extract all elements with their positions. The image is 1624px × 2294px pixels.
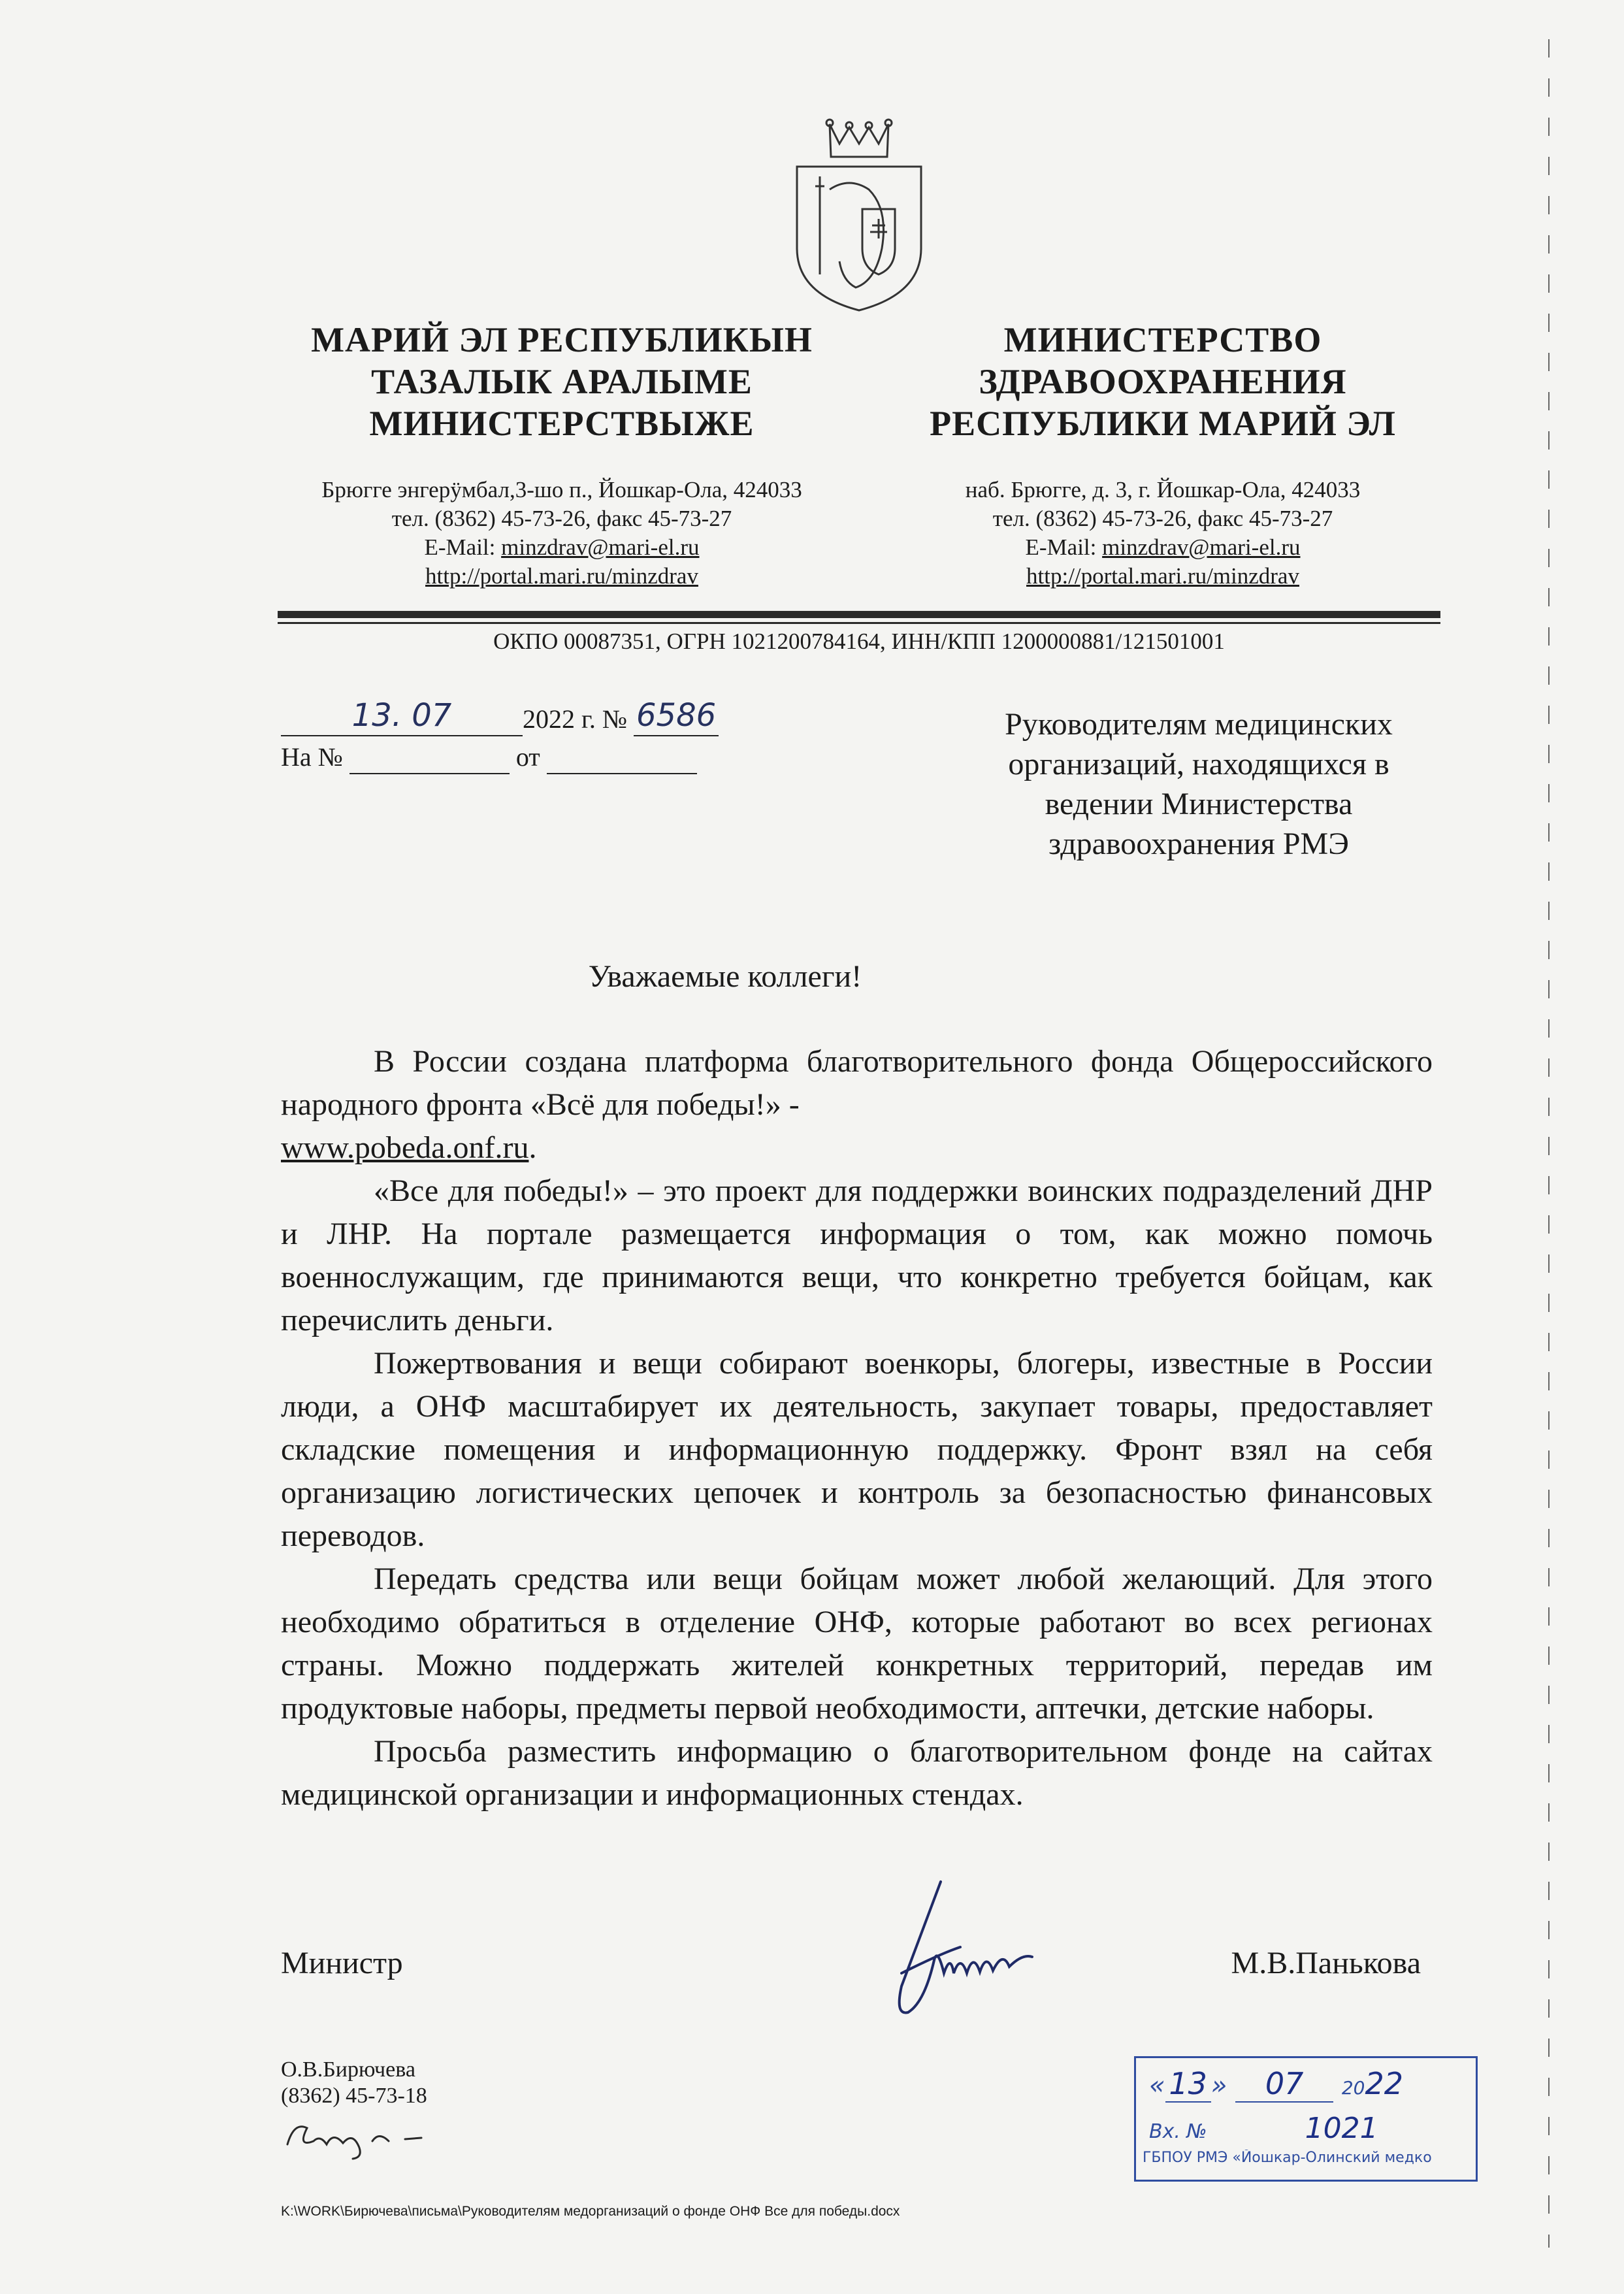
addressee-line: здравоохранения РМЭ <box>1048 827 1349 861</box>
incoming-stamp <box>1134 2056 1478 2182</box>
paragraph-3: Пожертвования и вещи собирают военкоры, блогеры, известные в России люди, а ОНФ масштабирует их деятельность, закупает товары, предоставляет складские помещения и информационную поддержку. Фронт взял на себя организацию логистических цепочек и контроль за безопасностью финансовых переводов. <box>281 1346 1433 1553</box>
header-right-line: ЗДРАВООХРАНЕНИЯ <box>979 362 1347 401</box>
scan-edge-line <box>1548 39 1550 2248</box>
email-label: E-Mail: <box>424 534 502 560</box>
portal-link[interactable]: http://portal.mari.ru/minzdrav <box>425 563 698 589</box>
portal-link[interactable]: http://portal.mari.ru/minzdrav <box>1026 563 1299 589</box>
date-blank <box>281 697 523 736</box>
ref-label: На № <box>281 742 349 772</box>
signatory-title: Министр <box>281 1946 403 1980</box>
addressee-line: ведении Министерства <box>1045 787 1353 821</box>
ref-from-label: от <box>509 742 547 772</box>
email-label: E-Mail: <box>1025 534 1103 560</box>
stamp-date-row <box>1149 2066 1403 2103</box>
stamp-in-number: 1021 <box>1305 2112 1378 2145</box>
number-blank <box>634 697 719 736</box>
email-link[interactable]: minzdrav@mari-el.ru <box>501 534 700 560</box>
stamp-quote-close: » <box>1210 2071 1227 2101</box>
pobeda-link[interactable]: www.pobeda.onf.ru <box>281 1130 529 1165</box>
stamp-number-row <box>1149 2112 1378 2145</box>
addressee-line: Руководителям медицинских <box>1005 707 1393 742</box>
registration-codes: ОКПО 00087351, ОГРН 1021200784164, ИНН/КПП 1200000881/121501001 <box>493 629 1225 654</box>
address-phone: тел. (8362) 45-73-26, факс 45-73-27 <box>391 506 732 531</box>
addressee <box>957 704 1440 864</box>
header-right-line: МИНИСТЕРСТВО <box>1003 320 1322 359</box>
handwritten-number: 6586 <box>636 697 717 734</box>
paragraph-1-text: В России создана платформа благотворительного фонда Общероссийского народного фронта «Всё для победы!» - <box>281 1044 1433 1122</box>
signature-icon <box>862 1875 1058 2025</box>
stamp-day: 13 <box>1165 2066 1211 2103</box>
executor-phone: (8362) 45-73-18 <box>281 2084 427 2108</box>
reference-line <box>281 740 697 774</box>
stamp-quote-open: « <box>1149 2071 1165 2101</box>
paragraph-2: «Все для победы!» – это проект для поддержки воинских подразделений ДНР и ЛНР. На портале размещается информация о том, как можно помочь военнослужащим, где принимаются вещи, что конкретно требуется бойцам, как перечислить деньги. <box>281 1173 1433 1337</box>
executor-signature-icon <box>281 2112 431 2164</box>
paragraph-1 <box>281 1040 1433 1170</box>
email-link[interactable]: minzdrav@mari-el.ru <box>1102 534 1301 560</box>
stamp-year-prefix: 20 <box>1341 2077 1365 2099</box>
address-left <box>248 476 875 591</box>
stamp-year-suffix: 22 <box>1365 2066 1403 2101</box>
address-street: наб. Брюгге, д. 3, г. Йошкар-Ола, 424033 <box>965 477 1361 502</box>
ref-date-blank <box>547 747 697 774</box>
paragraph-4: Передать средства или вещи бойцам может любой желающий. Для этого необходимо обратиться в отделение ОНФ, которые работают во всех регионах страны. Можно поддержать жителей конкретных территорий, передав им продуктовые наборы, предметы первой необходимости, аптечки, детские наборы. <box>281 1562 1433 1726</box>
header-right-line: РЕСПУБЛИКИ МАРИЙ ЭЛ <box>930 404 1396 443</box>
header-left-line: МАРИЙ ЭЛ РЕСПУБЛИКЫН <box>311 320 813 359</box>
header-divider-thick <box>278 611 1440 618</box>
letter-body <box>281 1040 1433 1816</box>
address-street: Брюгге энгерӱмбал,3-шо п., Йошкар-Ола, 424033 <box>321 477 802 502</box>
stamp-month: 07 <box>1235 2066 1333 2103</box>
addressee-line: организаций, находящихся в <box>1008 747 1389 781</box>
file-path-footer: K:\WORK\Бирючева\письма\Руководителям медорганизаций о фонде ОНФ Все для победы.docx <box>281 2204 900 2219</box>
executor-name: О.В.Бирючева <box>281 2057 415 2082</box>
header-left-line: ТАЗАЛЫК АРАЛЫМЕ <box>371 362 753 401</box>
paragraph-1-end: . <box>528 1130 537 1165</box>
handwritten-date: 13. 07 <box>351 697 452 734</box>
header-right <box>869 319 1457 444</box>
greeting: Уважаемые коллеги! <box>588 959 862 994</box>
paragraph-5: Просьба разместить информацию о благотворительном фонде на сайтах медицинской организации и информационных стендах. <box>281 1734 1433 1812</box>
stamp-organization: ГБПОУ РМЭ «Йошкар-Олинский медко <box>1143 2150 1432 2166</box>
header-left-line: МИНИСТЕРСТВЫЖЕ <box>369 404 755 443</box>
signatory-name: М.В.Панькова <box>1231 1946 1421 1980</box>
header-divider-thin <box>278 622 1440 624</box>
ref-number-blank <box>349 747 510 774</box>
stamp-in-label: Вх. № <box>1149 2120 1207 2143</box>
outgoing-date-line <box>281 697 719 736</box>
header-left <box>248 319 875 444</box>
coat-of-arms-icon <box>790 118 928 314</box>
address-right <box>869 476 1457 591</box>
year-label: 2022 г. № <box>523 704 634 734</box>
executor-info <box>281 2057 427 2109</box>
address-phone: тел. (8362) 45-73-26, факс 45-73-27 <box>992 506 1333 531</box>
